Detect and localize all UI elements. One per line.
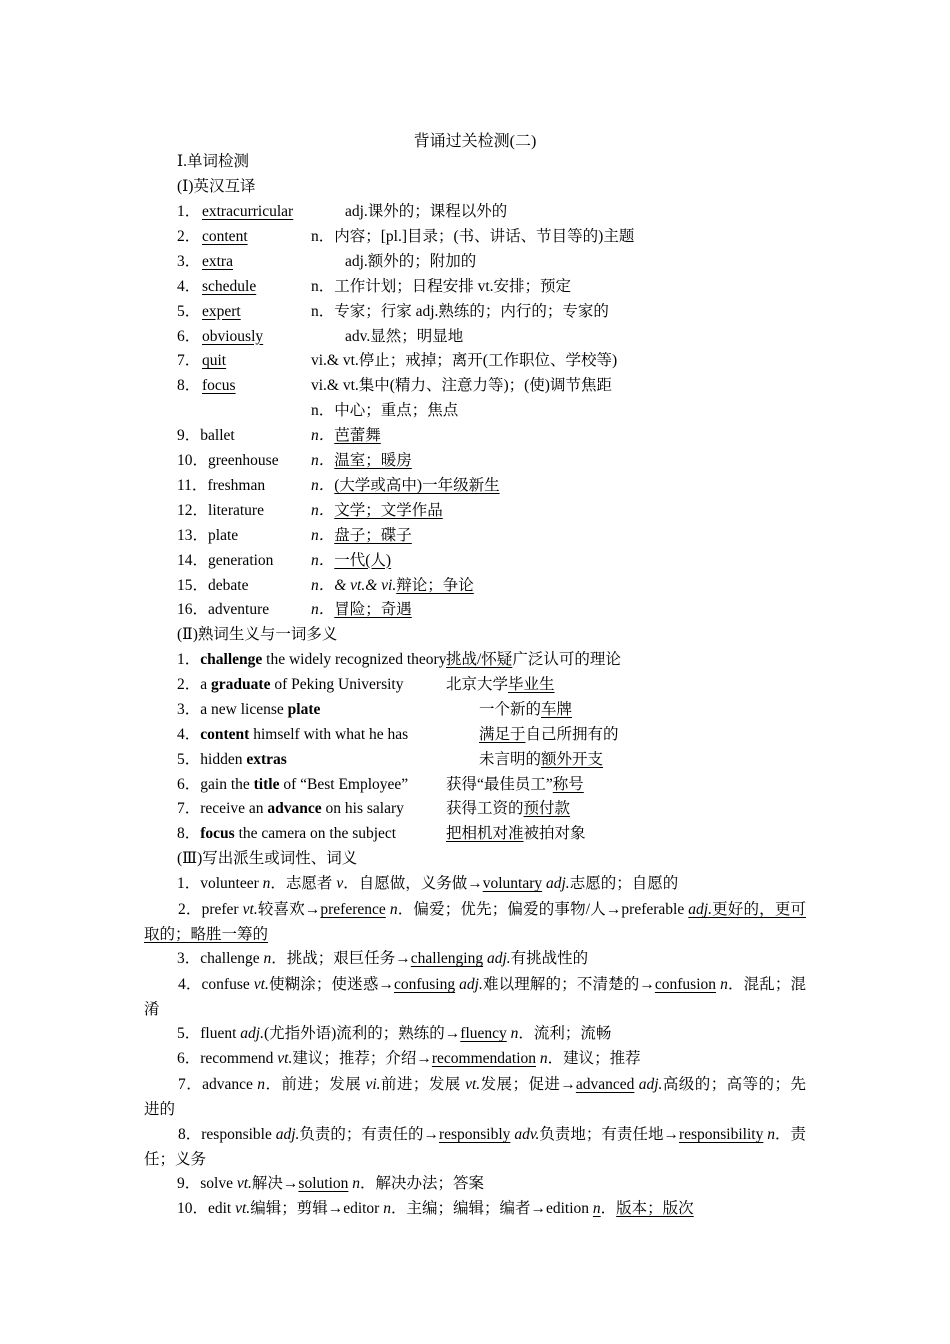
answer-blank: 温室；暖房 (334, 452, 412, 469)
english-phrase: 3．a new license plate (177, 700, 321, 718)
vocab-row (0, 424, 950, 448)
derivation-item: 5．fluent adj.(尤指外语)流利的；熟练的→fluency n．流利；流畅 (177, 1025, 612, 1042)
item-number-and-word: 16．adventure (177, 601, 270, 619)
answer-blank: 文学；文学作品 (334, 501, 443, 519)
answer-blank: focus (202, 377, 236, 395)
definition: adj.额外的；附加的 (345, 252, 477, 270)
answer-blank: schedule (202, 277, 257, 295)
answer-blank: n (592, 1200, 601, 1217)
item-number-and-word: 11．freshman (177, 476, 266, 494)
phrase-row (0, 748, 950, 772)
item-number: 3． (177, 252, 201, 270)
vocab-row-continued (0, 399, 950, 423)
item-number: 5． (177, 302, 201, 320)
phrase-row (0, 773, 950, 797)
answer-blank: 把相机对准 (446, 825, 524, 843)
answer-blank: (大学或高中)一年级新生 (334, 476, 500, 494)
derivation-item: 1．volunteer n．志愿者 v．自愿做，义务做→voluntary adj.志愿的；自愿的 (177, 875, 679, 892)
english-phrase: 1．challenge the widely recognized theory (177, 651, 447, 668)
definition: n．内容；[pl.]目录；(书、讲话、节目等的)主题 (311, 227, 635, 245)
answer-blank: content (202, 227, 248, 245)
answer-blank: expert (202, 302, 241, 320)
vocab-row (0, 574, 950, 598)
definition: n．& vt.& vi.辩论；争论 (311, 576, 474, 594)
derivation-item: 9．solve vt.解决→solution n．解决办法；答案 (177, 1175, 485, 1192)
vocab-row (0, 549, 950, 573)
answer-blank: 预付款 (523, 800, 571, 818)
answer-blank: confusion (654, 976, 717, 993)
vocab-row (0, 300, 950, 324)
item-number-and-word: 9．ballet (177, 427, 235, 445)
english-phrase: 7．receive an advance on his salary (177, 800, 404, 818)
item-number: 1． (177, 203, 201, 220)
chinese-translation: 一个新的车牌 (479, 700, 573, 718)
answer-blank: 芭蕾舞 (334, 427, 381, 445)
item-number-and-word: 14．generation (177, 551, 274, 569)
english-phrase: 6．gain the title of “Best Employee” (177, 775, 409, 793)
vocab-row (0, 449, 950, 473)
definition: n．芭蕾舞 (311, 427, 381, 445)
answer-blank: adj. (688, 901, 712, 918)
definition: n．(大学或高中)一年级新生 (311, 476, 500, 494)
answer-blank: 称号 (552, 775, 584, 793)
vocab-row (0, 524, 950, 548)
item-number-and-word: 12．literature (177, 501, 264, 519)
vocab-row (0, 325, 950, 349)
answer-blank: fluency (460, 1025, 507, 1042)
vocab-row (0, 374, 950, 398)
chinese-translation: 满足于自己所拥有的 (479, 725, 619, 743)
vocab-row (0, 275, 950, 299)
answer-blank: 辩论；争论 (396, 576, 474, 594)
answer-blank: 一代(人) (334, 551, 392, 569)
answer-blank: 挑战/怀疑 (446, 651, 513, 668)
item-number-and-word: 10．greenhouse (177, 452, 279, 469)
answer-blank: advanced (575, 1076, 635, 1093)
english-phrase: 8．focus the camera on the subject (177, 825, 397, 843)
definition: adj.课外的；课程以外的 (345, 203, 508, 220)
definition: n．中心；重点；焦点 (311, 402, 459, 420)
phrase-row (0, 698, 950, 722)
answer-blank: responsibly (438, 1126, 511, 1143)
definition: n．温室；暖房 (311, 452, 412, 469)
item-number-and-word: 13．plate (177, 526, 239, 544)
answer-blank: challenging (410, 950, 484, 967)
derivation-item: 3．challenge n．挑战；艰巨任务→challenging adj.有挑战性的 (177, 950, 589, 967)
vocab-row (0, 349, 950, 373)
vocab-row (0, 598, 950, 622)
phrase-row (0, 723, 950, 747)
definition: vi.& vt.停止；戒掉；离开(工作职位、学校等) (311, 352, 618, 370)
derivation-item: 4．confuse vt.使糊涂；使迷惑→confusing adj.难以理解的；不清楚的→confusion n．混乱；混淆 (144, 976, 807, 1018)
derivation-item: 10．edit vt.编辑；剪辑→editor n．主编；编辑；编者→edition n．版本；版次 (177, 1200, 694, 1217)
definition: n．冒险；奇遇 (311, 601, 412, 619)
answer-blank: confusing (393, 976, 456, 993)
derivation-item: 2．prefer vt.较喜欢→preference n．偏爱；优先；偏爱的事物/人→preferable adj.更好的，更可取的；略胜一筹的 (144, 901, 806, 943)
answer-blank: 满足于 (479, 725, 526, 743)
vocab-row (0, 225, 950, 249)
answer-blank: extra (202, 252, 233, 270)
phrase-row (0, 797, 950, 821)
definition: n．文学；文学作品 (311, 501, 443, 519)
derivation-item: 8．responsible adj.负责的；有责任的→responsibly adv.负责地；有责任地→responsibility n．责任；义务 (144, 1126, 806, 1168)
chinese-translation: 挑战/怀疑广泛认可的理论 (446, 651, 621, 668)
derivation-item: 6．recommend vt.建议；推荐；介绍→recommendation n．建议；推荐 (177, 1050, 641, 1067)
item-number: 2． (177, 227, 201, 245)
section2-heading: (Ⅱ)熟词生义与一词多义 (177, 626, 338, 643)
answer-blank: 版本；版次 (616, 1200, 694, 1217)
item-number: 6． (177, 327, 201, 345)
section1-subheading: (Ⅰ)英汉互译 (177, 178, 256, 195)
vocab-row (0, 499, 950, 523)
definition: n．盘子；碟子 (311, 526, 412, 544)
english-phrase: 4．content himself with what he has (177, 725, 409, 743)
definition: vi.& vt.集中(精力、注意力等)；(使)调节焦距 (311, 377, 612, 395)
answer-blank: responsibility (678, 1126, 764, 1143)
item-number: 8． (177, 377, 201, 395)
answer-blank: obviously (202, 327, 264, 345)
vocab-row (0, 250, 950, 274)
definition: adv.显然；明显地 (345, 327, 464, 345)
answer-blank: voluntary (482, 875, 543, 892)
answer-blank: 毕业生 (508, 675, 555, 693)
vocab-row (0, 200, 950, 224)
answer-blank: 盘子；碟子 (334, 526, 412, 544)
item-number-and-word: 15．debate (177, 576, 249, 594)
phrase-row (0, 673, 950, 697)
english-phrase: 5．hidden extras (177, 750, 287, 768)
phrase-row (0, 648, 950, 672)
chinese-translation: 未言明的额外开支 (479, 750, 604, 768)
item-number: 4． (177, 277, 201, 295)
section1-heading: Ⅰ.单词检测 (177, 153, 249, 170)
item-number: 7． (177, 352, 201, 370)
definition: n．一代(人) (311, 551, 392, 569)
definition: n．工作计划；日程安排 vt.安排；预定 (311, 277, 572, 295)
answer-blank: quit (202, 352, 227, 370)
page-title: 背诵过关检测(二) (413, 133, 537, 150)
chinese-translation: 北京大学毕业生 (446, 675, 555, 693)
answer-blank: 车牌 (541, 700, 573, 718)
chinese-translation: 获得“最佳员工”称号 (446, 775, 584, 793)
chinese-translation: 获得工资的预付款 (446, 800, 571, 818)
phrase-row (0, 822, 950, 846)
answer-blank: 冒险；奇遇 (334, 601, 412, 619)
answer-blank: preference (320, 901, 386, 918)
vocab-row (0, 474, 950, 498)
chinese-translation: 把相机对准被拍对象 (446, 825, 586, 843)
definition: n．专家；行家 adj.熟练的；内行的；专家的 (311, 302, 609, 320)
answer-blank: recommendation (431, 1050, 537, 1067)
answer-blank: solution (298, 1175, 349, 1192)
answer-blank: extracurricular (202, 203, 294, 220)
section3-heading: (Ⅲ)写出派生或词性、词义 (177, 850, 358, 867)
english-phrase: 2．a graduate of Peking University (177, 675, 404, 693)
answer-blank: 额外开支 (541, 750, 604, 768)
derivation-item: 7．advance n．前进；发展 vi.前进；发展 vt.发展；促进→advanced adj.高级的；高等的；先进的 (144, 1076, 806, 1118)
